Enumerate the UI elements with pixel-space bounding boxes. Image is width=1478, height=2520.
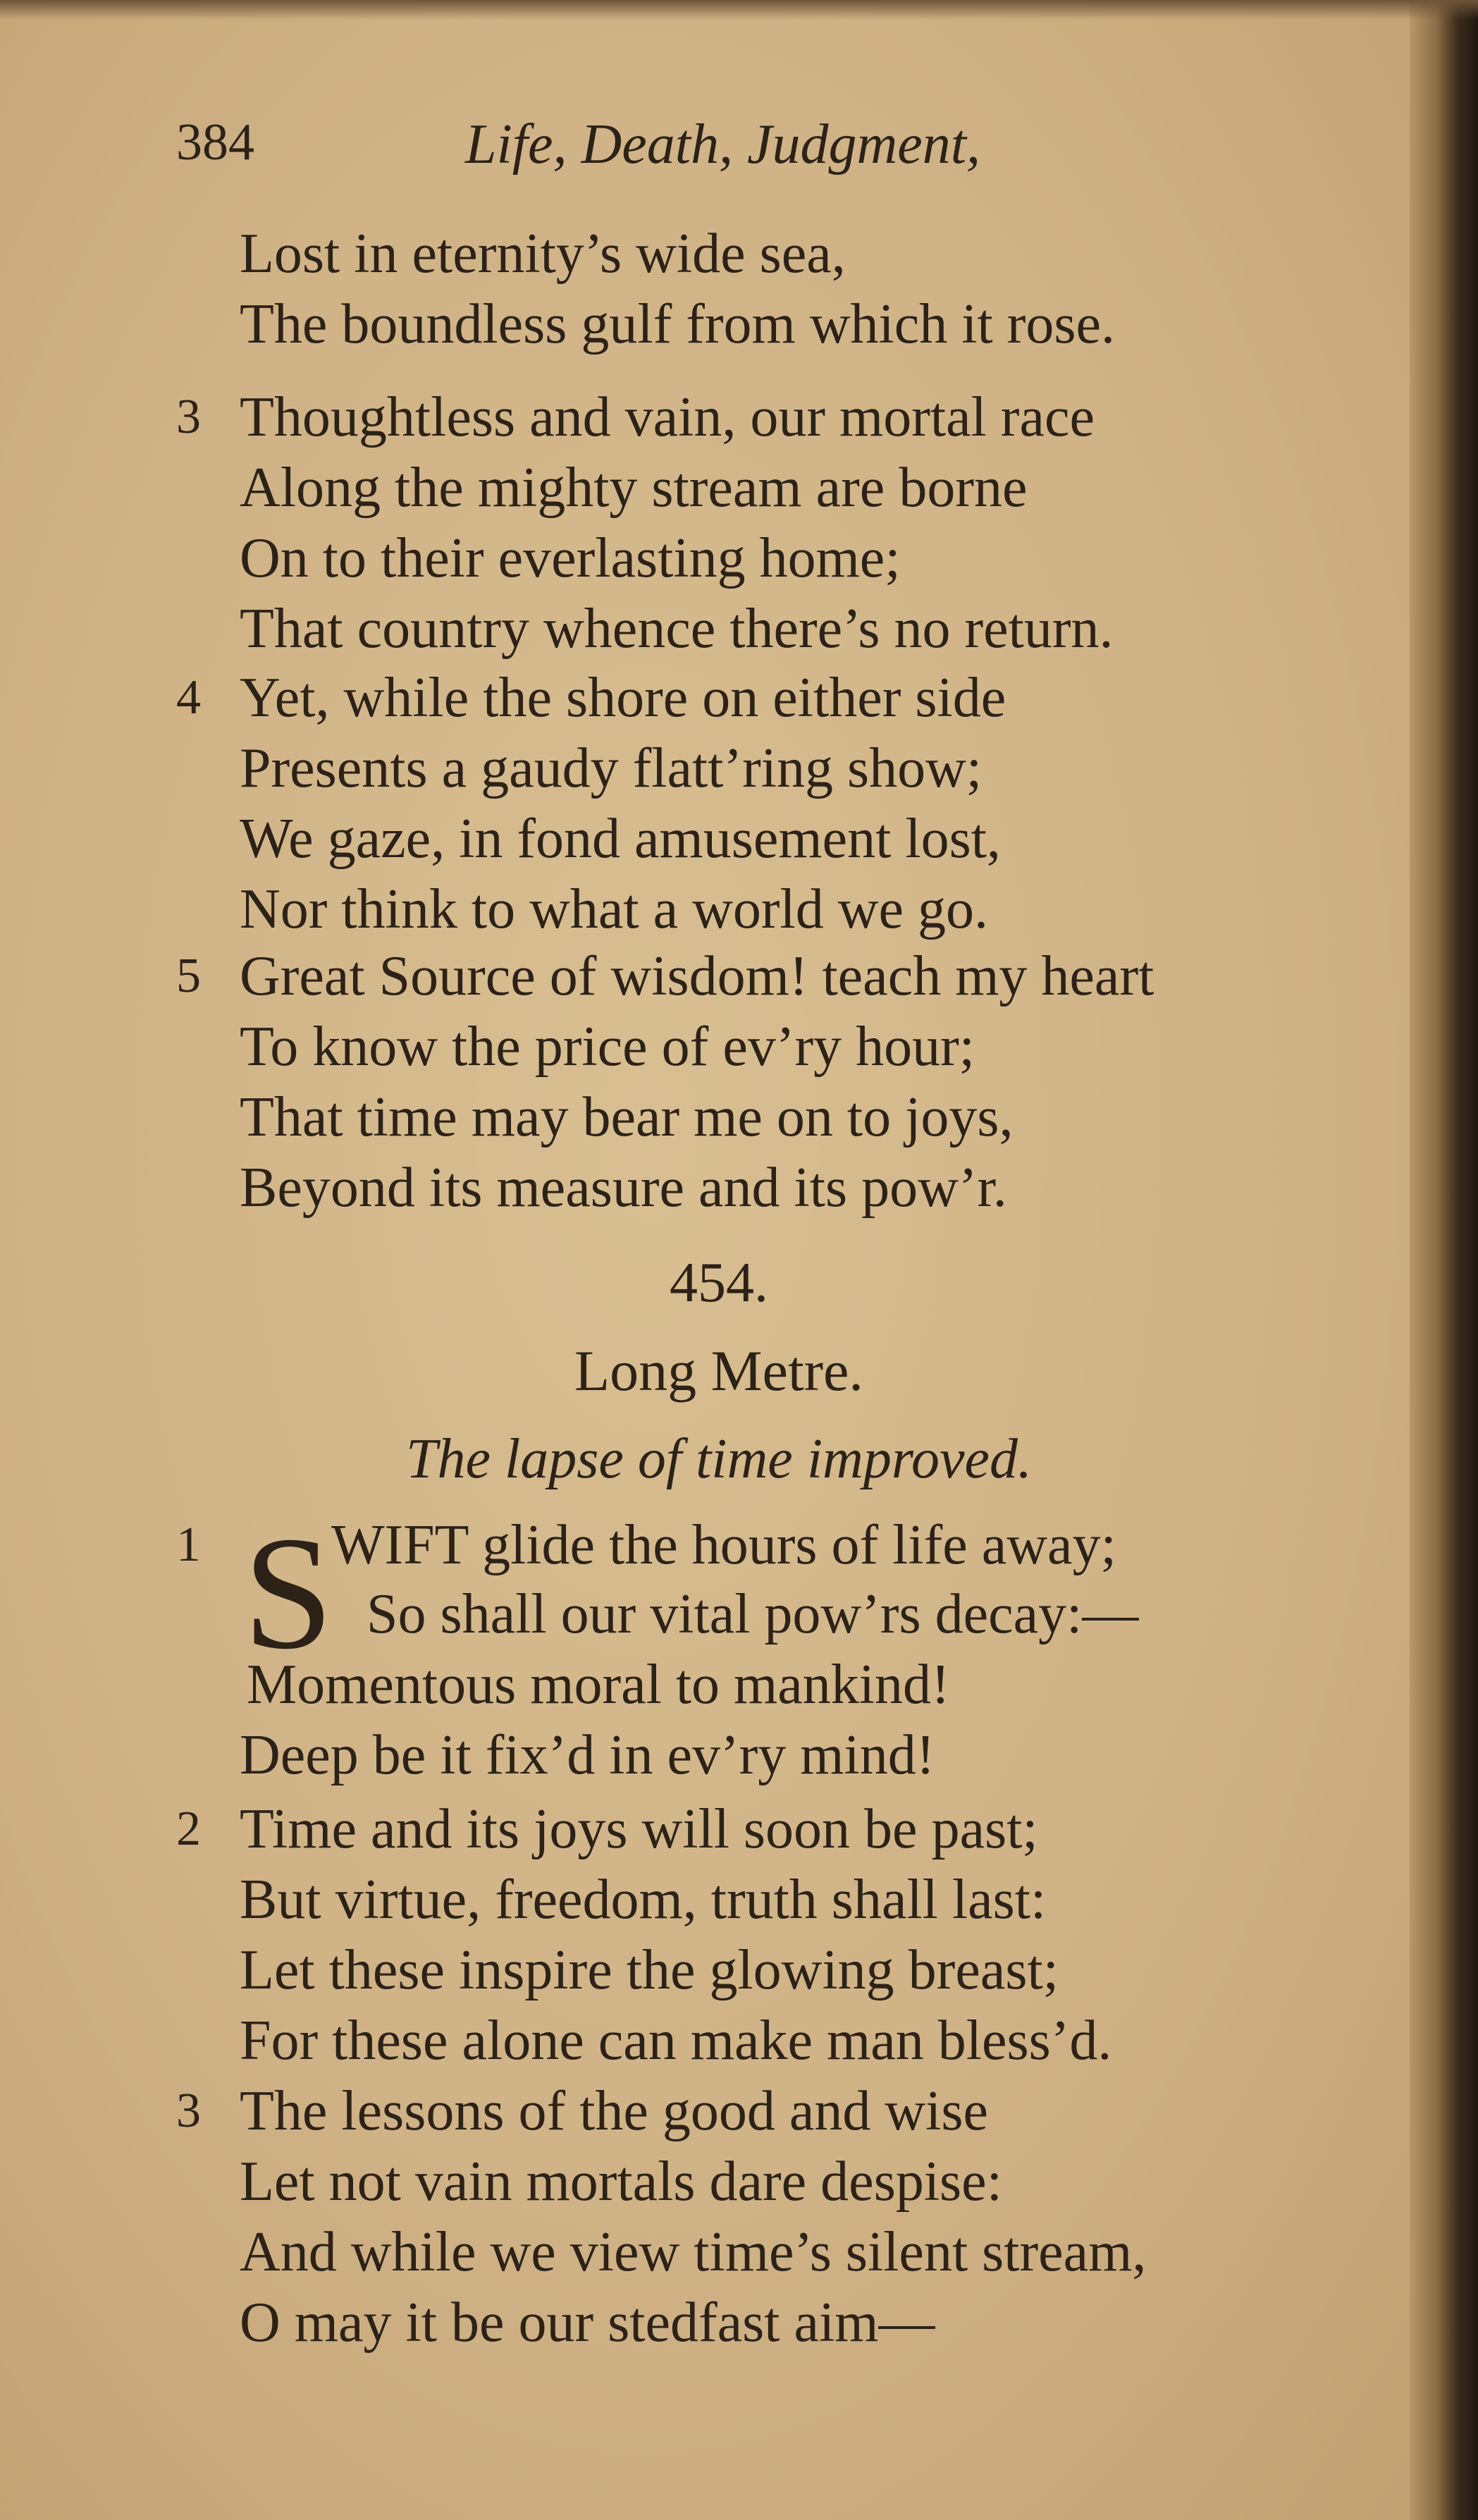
verse-line: Great Source of wisdom! teach my heart (240, 945, 1154, 1007)
drop-cap: S (243, 1503, 333, 1683)
verse-line: The lessons of the good and wise (240, 2080, 989, 2142)
verse-line: Beyond its measure and its pow’r. (240, 1157, 1007, 1219)
verse-line: Momentous moral to mankind! (247, 1654, 950, 1716)
verse-number: 3 (176, 2084, 201, 2138)
running-title: Life, Death, Judgment, (465, 113, 980, 176)
continuation-line: Lost in eternity’s wide sea, (240, 223, 846, 285)
verse-line: On to their everlasting home; (240, 527, 901, 589)
verse-number: 2 (176, 1802, 201, 1856)
verse-number: 4 (176, 670, 201, 725)
verse-line: Yet, while the shore on either side (240, 667, 1006, 729)
verse-line: Time and its joys will soon be past; (240, 1798, 1038, 1860)
verse-line: And while we view time’s silent stream, (240, 2221, 1147, 2283)
verse-number: 5 (176, 949, 201, 1003)
verse-number: 1 (176, 1518, 201, 1572)
verse-line: Nor think to what a world we go. (240, 878, 989, 940)
verse-line: Thoughtless and vain, our mortal race (240, 386, 1095, 448)
verse-line: That time may bear me on to joys, (240, 1086, 1014, 1148)
hymn-metre: Long Metre. (574, 1339, 863, 1403)
verse-line: Deep be it fix’d in ev’ry mind! (240, 1724, 935, 1786)
top-shadow (0, 0, 1478, 20)
verse-line: Let these inspire the glowing breast; (240, 1939, 1059, 2001)
verse-line: We gaze, in fond amusement lost, (240, 808, 1001, 870)
verse-line: So shall our vital pow’rs decay:— (367, 1583, 1139, 1645)
running-head (176, 106, 1339, 183)
continuation-line: The boundless gulf from which it rose. (240, 293, 1115, 355)
verse-line: O may it be our stedfast aim— (240, 2292, 935, 2354)
verse-line: But virtue, freedom, truth shall last: (240, 1869, 1047, 1931)
verse-line: Presents a gaudy flatt’ring show; (240, 737, 983, 799)
verse-line: Let not vain mortals dare despise: (240, 2151, 1002, 2213)
verse-line: For these alone can make man bless’d. (240, 2010, 1112, 2072)
verse-number: 3 (176, 390, 201, 444)
hymn-subtitle: The lapse of time improved. (405, 1428, 1032, 1490)
hymn-number: 454. (670, 1252, 768, 1314)
verse-line: WIFT glide the hours of life away; (331, 1514, 1116, 1576)
verse-line: To know the price of ev’ry hour; (240, 1016, 975, 1078)
verse-line: That country whence there’s no return. (240, 598, 1114, 660)
page-number: 384 (176, 113, 254, 171)
verse-line: Along the mighty stream are borne (240, 457, 1028, 519)
